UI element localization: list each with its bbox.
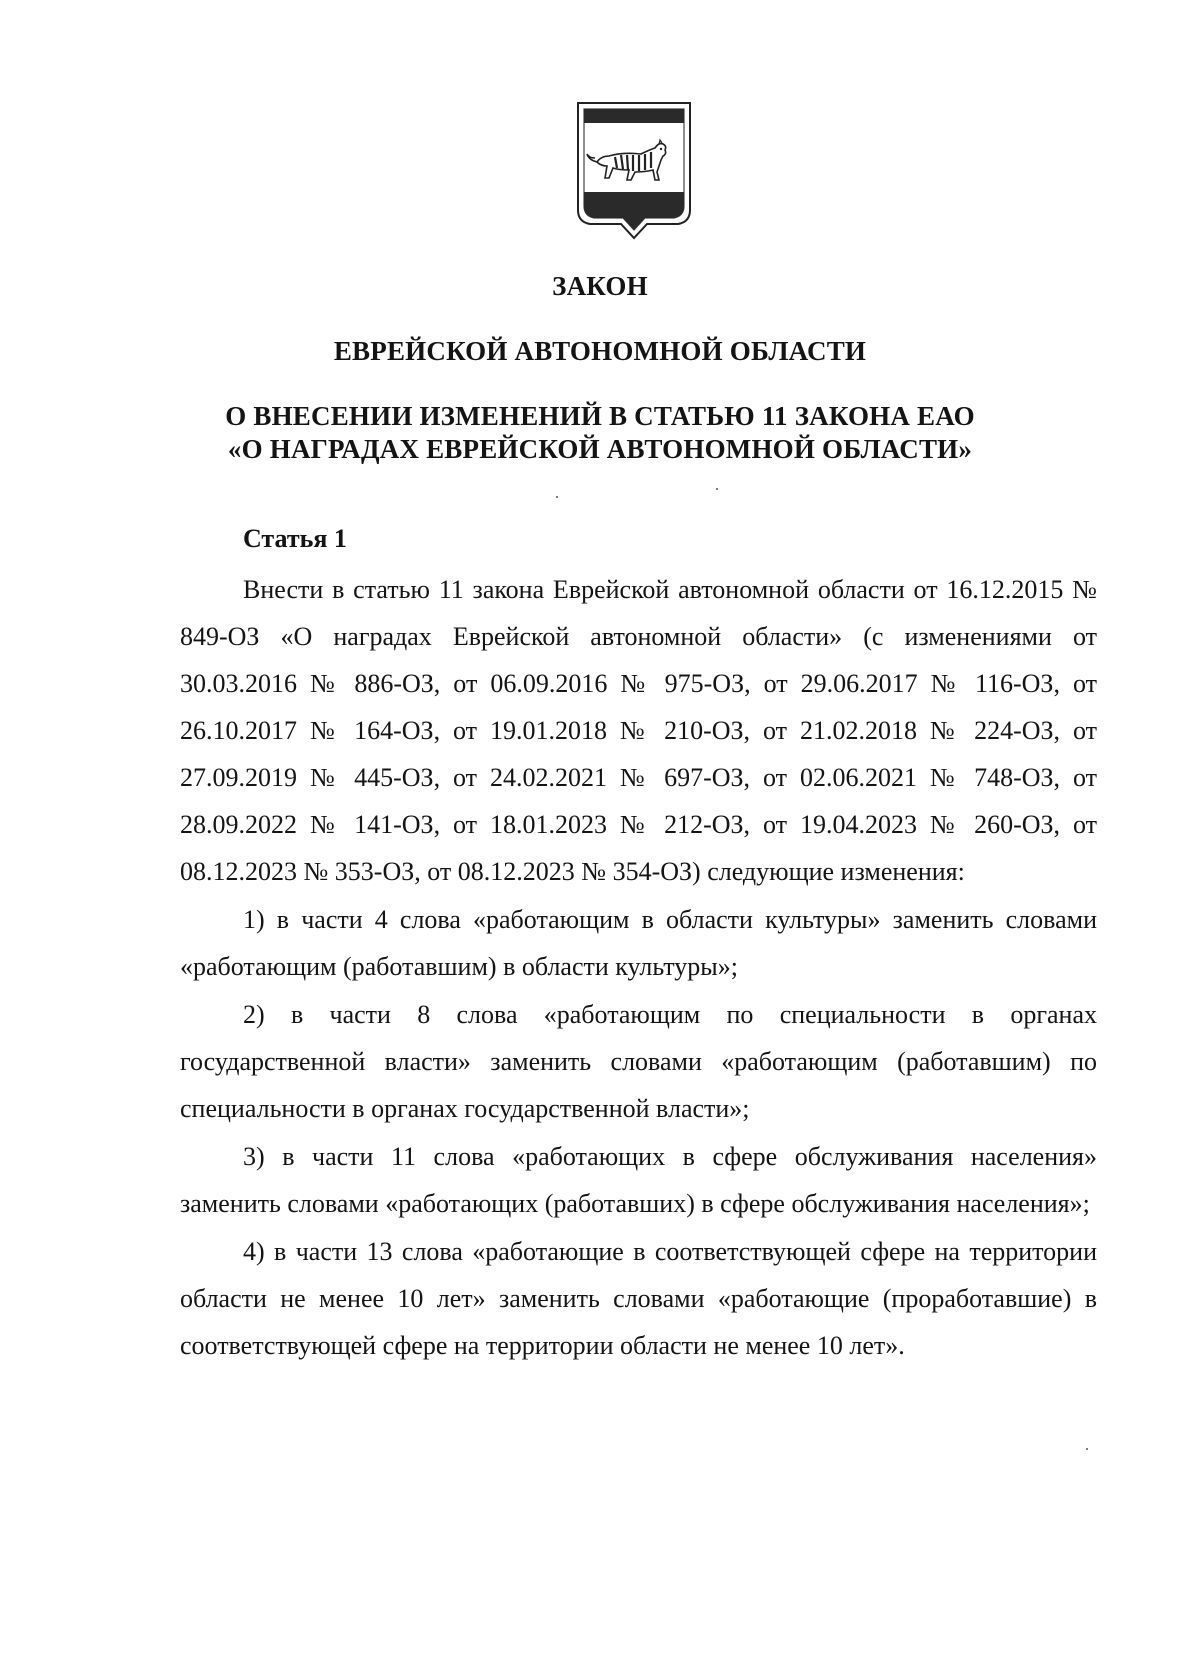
- coat-of-arms-tiger-icon: [575, 100, 693, 240]
- article-item-3: 3) в части 11 слова «работающих в сфере обслуживания населения» заменить словами «работающих (работавших) в сфере обслуживания населения»;: [180, 1142, 1097, 1218]
- article-body: [180, 566, 1097, 1369]
- article-item-2: 2) в части 8 слова «работающим по специальности в органах государственной власти» заменить словами «работающим (работавшим) по специальности в органах государственной власти»;: [180, 1000, 1097, 1123]
- article-intro: Внести в статью 11 закона Еврейской автономной области от 16.12.2015 № 849-ОЗ «О наградах Еврейской автономной области» (с изменениями от 30.03.2016 № 886-ОЗ, от 06.09.2016 № 975-ОЗ, от 29.06.2017 № 116-ОЗ, от 26.10.2017 № 164-ОЗ, от 19.01.2018 № 210-ОЗ, от 21.02.2018 № 224-ОЗ, от 27.09.2019 № 445-ОЗ, от 24.02.2021 № 697-ОЗ, от 02.06.2021 № 748-ОЗ, от 28.09.2022 № 141-ОЗ, от 18.01.2023 № 212-ОЗ, от 19.04.2023 № 260-ОЗ, от 08.12.2023 № 353-ОЗ, от 08.12.2023 № 354-ОЗ) следующие изменения:: [180, 575, 1097, 886]
- scan-speck: [1086, 1448, 1088, 1450]
- scan-speck: [556, 496, 558, 498]
- article-item-4: 4) в части 13 слова «работающие в соответствующей сфере на территории области не менее 10 лет» заменить словами «работающие (проработавшие) в соответствующей сфере на территории области не менее 10 лет».: [180, 1237, 1097, 1360]
- document-subject: [0, 400, 1200, 466]
- scan-speck: [716, 488, 718, 490]
- document-title: ЗАКОН: [552, 271, 648, 301]
- document-region: ЕВРЕЙСКОЙ АВТОНОМНОЙ ОБЛАСТИ: [333, 336, 867, 366]
- article-item-1: 1) в части 4 слова «работающим в области культуры» заменить словами «работающим (работавшим) в области культуры»;: [180, 905, 1097, 981]
- article-heading: Статья 1: [243, 524, 347, 553]
- document-subject-line2: «О НАГРАДАХ ЕВРЕЙСКОЙ АВТОНОМНОЙ ОБЛАСТИ»: [227, 434, 973, 464]
- document-subject-line1: О ВНЕСЕНИИ ИЗМЕНЕНИЙ В СТАТЬЮ 11 ЗАКОНА ЕАО: [225, 401, 975, 431]
